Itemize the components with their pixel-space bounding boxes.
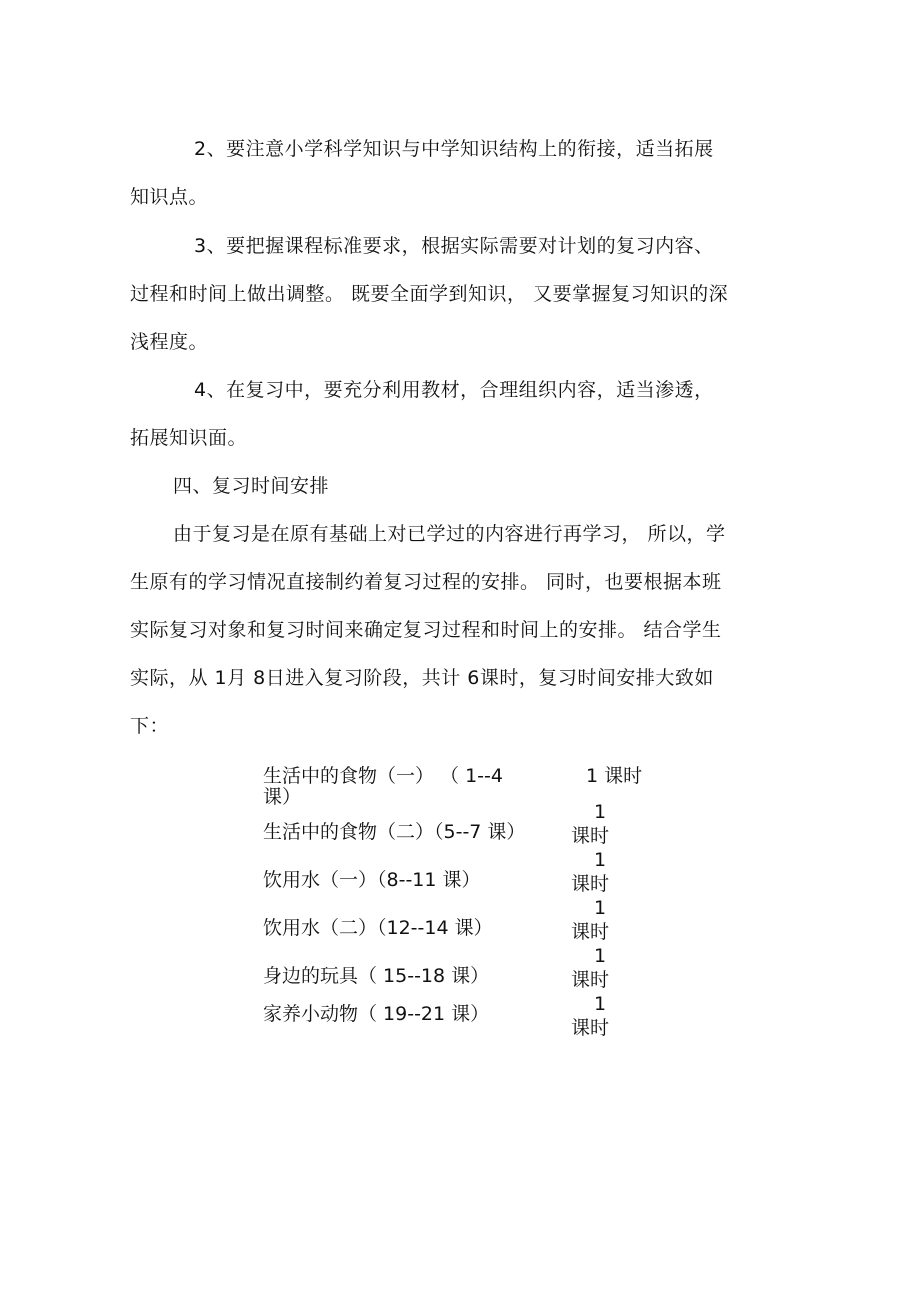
paragraph-5-line-5: 下： xyxy=(130,715,170,737)
section-heading: 四、复习时间安排 xyxy=(173,475,330,497)
schedule-row xyxy=(0,993,920,1054)
paragraph-2-line-2: 知识点。 xyxy=(130,186,209,208)
schedule-item-hour-count: 1 xyxy=(594,993,607,1015)
schedule-row xyxy=(0,897,920,958)
schedule-item-name-wrap: 课） xyxy=(263,786,302,808)
schedule-item-name: 饮用水（二）（12--14 课） xyxy=(263,917,493,939)
schedule-item-hour-unit: 课时 xyxy=(571,969,610,991)
schedule-item-name: 生活中的食物（二）（5--7 课） xyxy=(263,821,526,843)
schedule-item-name: 身边的玩具（ 15--18 课） xyxy=(263,965,490,987)
paragraph-4-line-2: 拓展知识面。 xyxy=(130,427,248,449)
paragraph-2-line-1: 2、要注意小学科学知识与中学知识结构上的衔接，适当拓展 xyxy=(194,138,714,160)
schedule-row xyxy=(0,945,920,1006)
schedule-item-hour-count: 1 xyxy=(594,897,607,919)
schedule-item-name: 生活中的食物（一） （ 1--4 xyxy=(263,765,503,787)
paragraph-3-line-3: 浅程度。 xyxy=(130,331,209,353)
paragraph-3-line-2: 过程和时间上做出调整。 既要全面学到知识， 又要掌握复习知识的深 xyxy=(130,283,729,305)
schedule-item-name: 家养小动物（ 19--21 课） xyxy=(263,1003,490,1025)
schedule-row xyxy=(0,801,920,862)
paragraph-5-line-2: 生原有的学习情况直接制约着复习过程的安排。 同时，也要根据本班 xyxy=(130,571,722,593)
schedule-item-hour-unit: 课时 xyxy=(571,873,610,895)
paragraph-5-line-3: 实际复习对象和复习时间来确定复习过程和时间上的安排。 结合学生 xyxy=(130,619,722,641)
schedule-item-name: 饮用水（一）（8--11 课） xyxy=(263,869,481,891)
paragraph-5-line-1: 由于复习是在原有基础上对已学过的内容进行再学习， 所以，学 xyxy=(173,523,726,545)
schedule-item-hours: 1 课时 xyxy=(586,765,643,787)
schedule-row xyxy=(0,764,920,812)
schedule-item-hour-unit: 课时 xyxy=(571,921,610,943)
schedule-item-hour-count: 1 xyxy=(594,801,607,823)
schedule-item-hour-unit: 课时 xyxy=(571,1017,610,1039)
schedule-item-hour-count: 1 xyxy=(594,849,607,871)
paragraph-5-line-4: 实际，从 1月 8日进入复习阶段，共计 6课时，复习时间安排大致如 xyxy=(130,667,714,689)
schedule-item-hour-count: 1 xyxy=(594,945,607,967)
schedule-row xyxy=(0,849,920,910)
schedule-item-hour-unit: 课时 xyxy=(571,825,610,847)
paragraph-4-line-1: 4、在复习中，要充分利用教材，合理组织内容，适当渗透， xyxy=(194,379,714,401)
paragraph-3-line-1: 3、要把握课程标准要求，根据实际需要对计划的复习内容、 xyxy=(194,235,714,257)
